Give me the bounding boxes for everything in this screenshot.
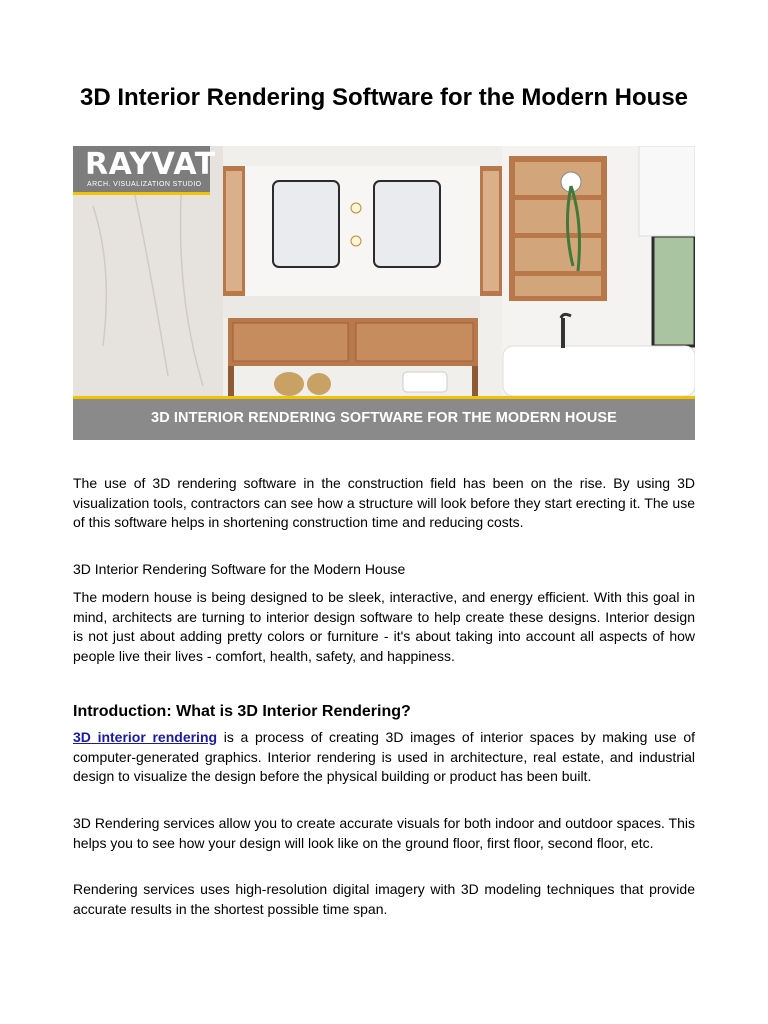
page-title: 3D Interior Rendering Software for the Modern House	[79, 84, 689, 111]
logo-wordmark: RAYVAT	[85, 147, 216, 182]
logo-accent-line	[73, 192, 210, 195]
logo-tagline: ARCH. VISUALIZATION STUDIO	[87, 181, 202, 188]
banner-accent-line	[73, 396, 695, 399]
paragraph-modern-house: The modern house is being designed to be sleek, interactive, and energy efficient. With this goal in mind, architects are turning to interior design software to help create these designs. Interior design is not just about adding pretty colors or furniture - it's about taking into account all aspects of how people live their lives - comfort, health, safety, and happiness.	[73, 589, 695, 664]
paragraph-subtitle: 3D Interior Rendering Software for the Modern House	[73, 561, 406, 577]
hero-banner: 3D INTERIOR RENDERING SOFTWARE FOR THE MODERN HOUSE	[73, 396, 695, 440]
section-heading-introduction: Introduction: What is 3D Interior Rendering?	[73, 703, 411, 720]
paragraph-high-resolution: Rendering services uses high-resolution digital imagery with 3D modeling techniques that provide accurate results in the shortest possible time span.	[73, 881, 695, 917]
interior-rendering-link[interactable]: 3D interior rendering	[73, 729, 218, 745]
paragraph-definition	[73, 728, 695, 787]
definition-text: is a process of creating 3D images of interior spaces by making use of computer-generated graphics. Interior rendering is used in architecture, real estate, and industrial design to visualize the design before the physical building or product has been built.	[73, 729, 696, 784]
paragraph-intro: The use of 3D rendering software in the construction field has been on the rise. By using 3D visualization tools, contractors can see how a structure will look before they start erecting it. The use of this software helps in shortening construction time and reducing costs.	[73, 475, 695, 530]
paragraph-rendering-services: 3D Rendering services allow you to create accurate visuals for both indoor and outdoor spaces. This helps you to see how your design will look like on the ground floor, first floor, second floor, etc.	[73, 815, 695, 851]
